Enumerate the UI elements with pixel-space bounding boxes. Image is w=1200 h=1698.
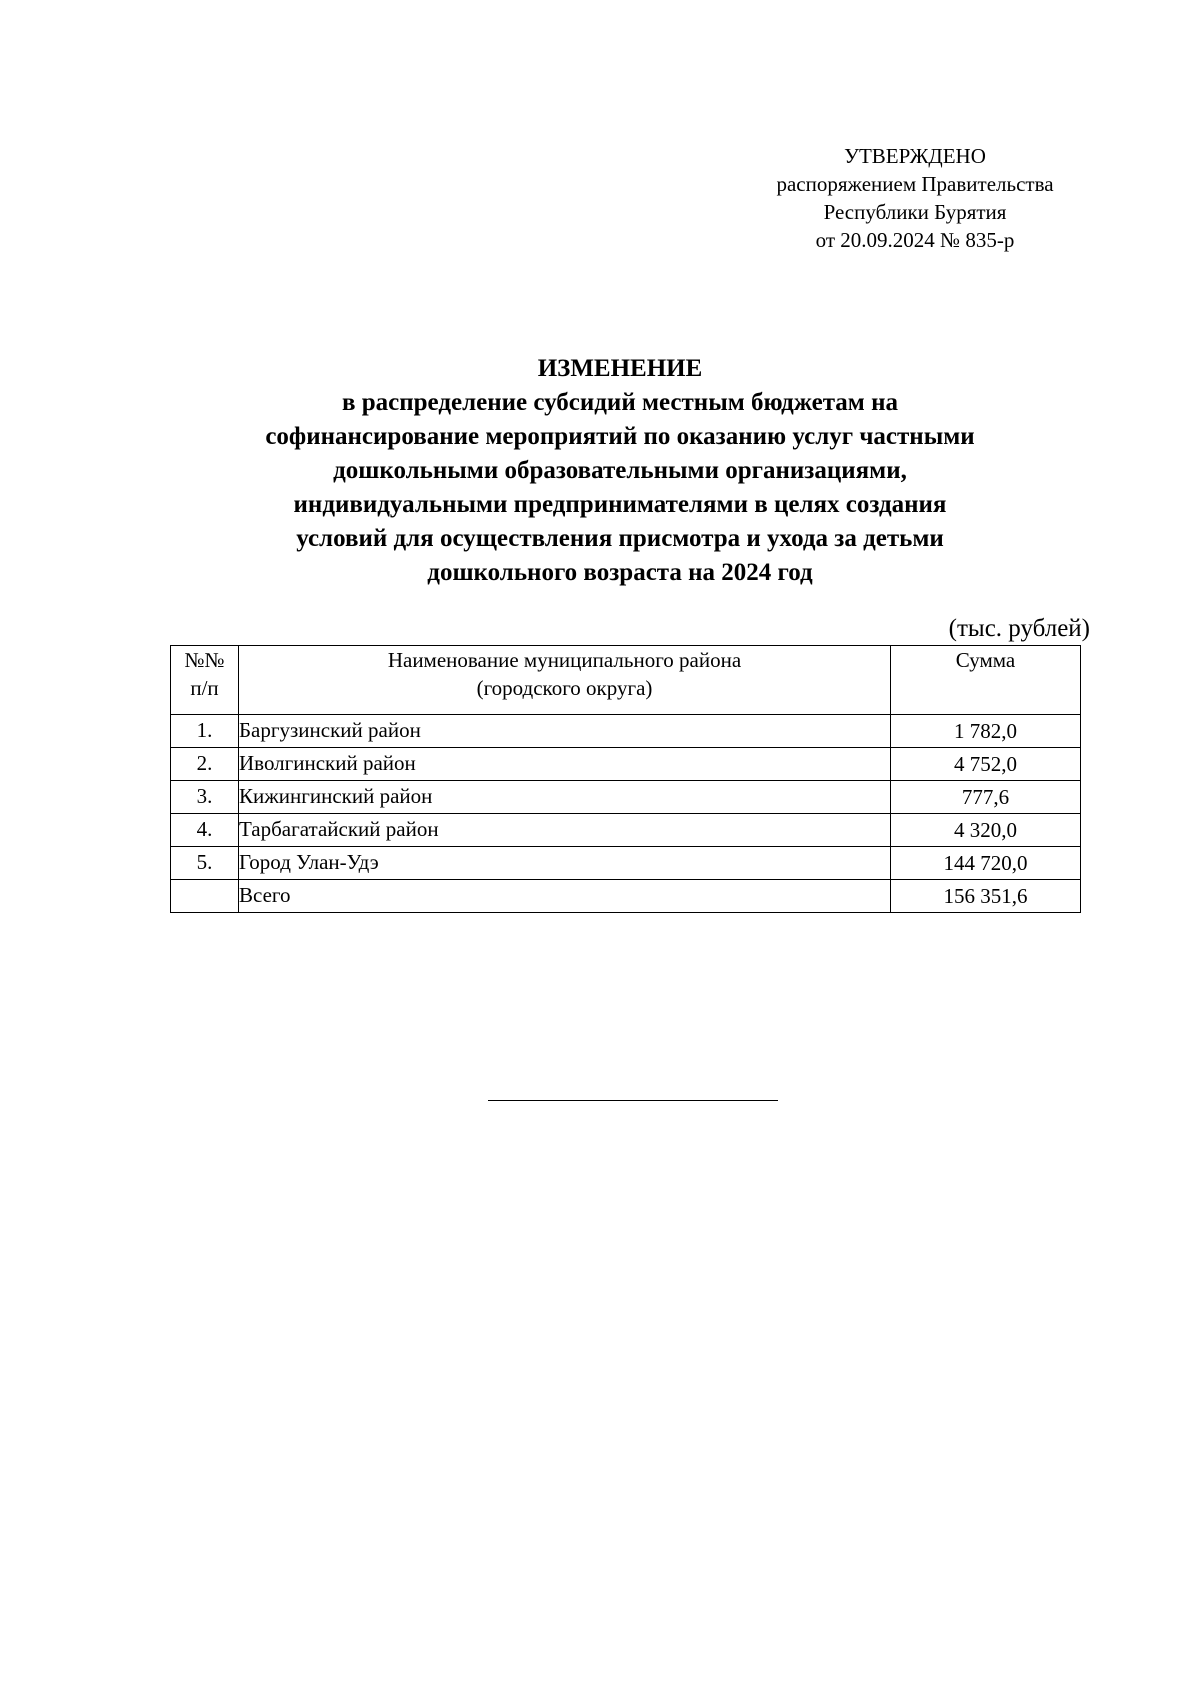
row-number: 4. (171, 814, 239, 847)
row-sum: 777,6 (891, 781, 1081, 814)
row-name: Кижингинский район (239, 781, 891, 814)
approval-title: УТВЕРЖДЕНО (844, 144, 986, 168)
title-line: индивидуальными предпринимателями в целях создания (293, 491, 947, 518)
header-name-line: Наименование муниципального района (387, 648, 742, 672)
total-sum: 156 351,6 (891, 880, 1081, 913)
row-sum: 144 720,0 (891, 847, 1081, 880)
header-number (171, 646, 239, 715)
subsidy-table (170, 645, 1081, 913)
table-row (171, 847, 1081, 880)
row-name: Тарбагатайский район (239, 814, 891, 847)
units-label: (тыс. рублей) (948, 615, 1090, 642)
end-divider (488, 1100, 778, 1101)
table-row (171, 781, 1081, 814)
document-heading: ИЗМЕНЕНИЕ (537, 355, 703, 382)
header-number-line: п/п (190, 676, 219, 700)
document-title (150, 352, 1090, 590)
row-sum: 4 320,0 (891, 814, 1081, 847)
header-sum: Сумма (891, 646, 1081, 715)
approval-line: Республики Бурятия (823, 200, 1007, 224)
row-name: Баргузинский район (239, 715, 891, 748)
table-row (171, 748, 1081, 781)
row-number: 1. (171, 715, 239, 748)
row-number: 3. (171, 781, 239, 814)
title-line: дошкольными образовательными организациями, (333, 457, 907, 484)
row-sum: 4 752,0 (891, 748, 1081, 781)
row-number: 2. (171, 748, 239, 781)
table-header-row (171, 646, 1081, 715)
table-total-row (171, 880, 1081, 913)
row-name: Город Улан-Удэ (239, 847, 891, 880)
row-name: Иволгинский район (239, 748, 891, 781)
header-name (239, 646, 891, 715)
row-sum: 1 782,0 (891, 715, 1081, 748)
header-name-line: (городского округа) (476, 676, 653, 700)
row-number: 5. (171, 847, 239, 880)
total-number (171, 880, 239, 913)
table-row (171, 715, 1081, 748)
total-label: Всего (239, 880, 891, 913)
header-number-line: №№ (184, 648, 225, 672)
title-line: в распределение субсидий местным бюджетам на (342, 389, 898, 416)
title-line: софинансирование мероприятий по оказанию услуг частными (265, 423, 975, 450)
table-row (171, 814, 1081, 847)
approval-date: от 20.09.2024 № 835-р (815, 228, 1015, 252)
title-line: условий для осуществления присмотра и ухода за детьми (296, 525, 944, 552)
title-line: дошкольного возраста на 2024 год (427, 559, 813, 586)
approval-line: распоряжением Правительства (776, 172, 1054, 196)
approval-stamp (740, 142, 1090, 254)
